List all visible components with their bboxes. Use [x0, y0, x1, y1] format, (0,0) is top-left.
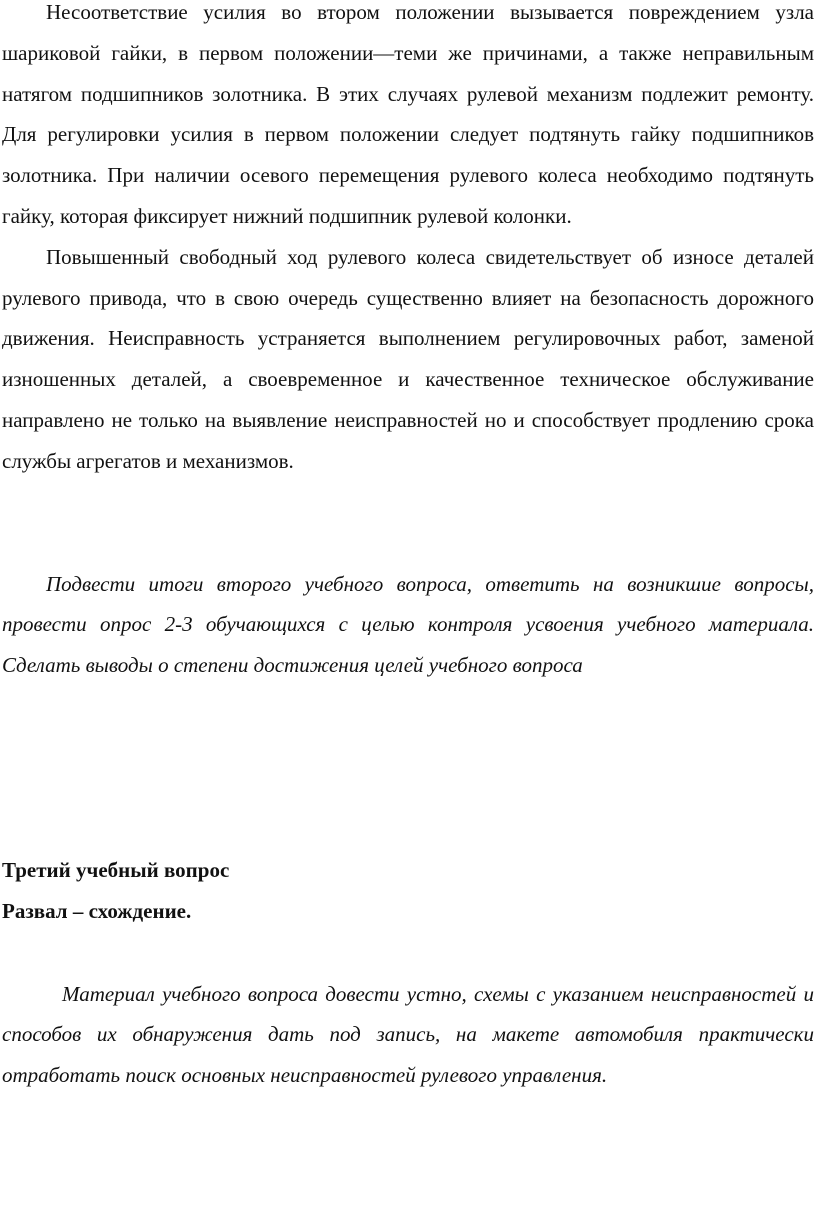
section-heading: Третий учебный вопрос: [2, 857, 230, 882]
body-paragraph: Несоответствие усилия во втором положении вызывается повреждением узла шариковой гайки, в первом положении—теми же причинами, а также неправильным натягом подшипников золотника. В этих случаях рулевой механизм подлежит ремонту. Для регулировки усилия в первом положении следует подтянуть гайку подшипников золотника. При наличии осевого перемещения рулевого колеса необходимо подтянуть гайку, которая фиксирует нижний подшипник рулевой колонки.: [2, 0, 814, 228]
instructor-note: Материал учебного вопроса довести устно, схемы с указанием неисправностей и способов их обнаружения дать под запись, на макете автомобиля практически отработать поиск основных неисправностей рулевого управления.: [2, 981, 814, 1088]
body-paragraph: Повышенный свободный ход рулевого колеса свидетельствует об износе деталей рулевого привода, что в свою очередь существенно влияет на безопасность дорожного движения. Неисправность устраняется выполнением регулировочных работ, заменой изношенных деталей, а своевременное и качественное техническое обслуживание направлено не только на выявление неисправностей но и способствует продлению срока службы агрегатов и механизмов.: [2, 244, 814, 473]
instructor-note: Подвести итоги второго учебного вопроса, ответить на возникшие вопросы, провести опрос 2-3 обучающихся с целью контроля усвоения учебного материала. Сделать выводы о степени достижения целей учебного вопроса: [2, 571, 814, 678]
section-subheading: Развал – схождение.: [2, 898, 192, 923]
